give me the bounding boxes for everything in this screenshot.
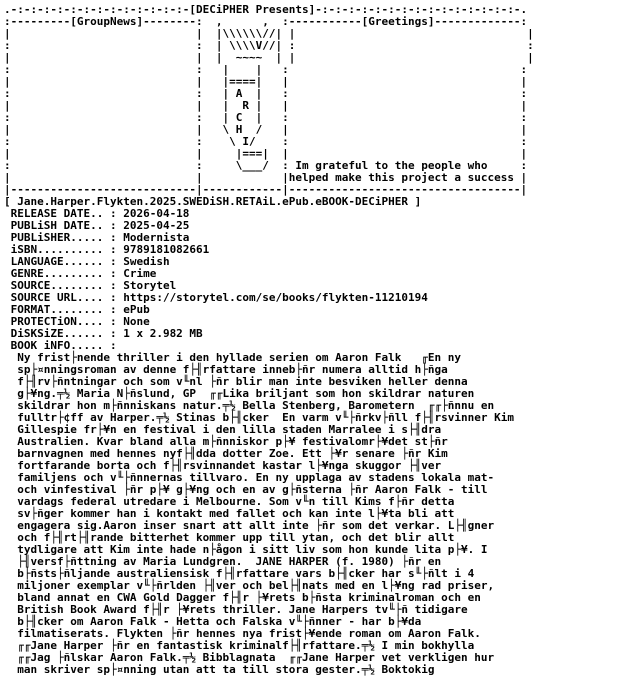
header-line: | | |===| | | [4, 147, 528, 160]
book-info-line: Australien. Kvar bland alla m├ñnniskor p├¥ festivalomr├¥det st├ñr [4, 435, 448, 448]
info-line-disksize: DiSKSiZE...... : 1 x 2.982 MB [4, 327, 203, 340]
header-line: : : | A | : : [4, 87, 528, 100]
book-info-line: ├╢versf├ñttning av Maria Lundgren. JANE HARPER (f. 1980) ├ñr en [4, 555, 442, 568]
info-line-isbn: iSBN.......... : 9789181082661 [4, 243, 210, 256]
book-info-line: bland annat en CWA Gold Dagger f├╢r ├¥rets b├ñsta kriminalroman och en [4, 591, 481, 604]
header-line: | | | R | | | [4, 99, 528, 112]
info-line-source: SOURCE........ : Storytel [4, 279, 177, 292]
book-info-line: familjens och v╙├ñnnernas tillvaro. En ny upplaga av stadens lokala mat- [4, 471, 495, 484]
header-line: | | | ~~~~ | | | [4, 51, 534, 64]
info-line-book-info: BOOK iNFO..... : [4, 339, 117, 352]
header-line: :---------[GroupNews]--------: , , :-----------[Greetings]-------------: [4, 15, 528, 28]
header-line: : : | \\\\V//| : : [4, 39, 534, 52]
info-line-release-date: RELEASE DATE.. : 2026-04-18 [4, 207, 190, 220]
book-info-line: ╓╓Jag ├ñlskar Aaron Falk.╤½ Bibblagnata ╓╓Jane Harper vet verkligen hur [4, 651, 495, 664]
book-info-line: barnvagnen med hennes nyf├╢dda dotter Zoe. Ett ├¥r senare ├ñr Kim [4, 447, 448, 460]
header-line: | | |helped make this project a success | [4, 171, 528, 184]
header-line: | | |\\\\\\//| | | [4, 27, 534, 40]
book-info-line: sv├ñger kommer han i kontakt med fallet och kan inte l├¥ta bli att [4, 507, 455, 520]
book-info-line: filmatiserats. Flykten ├ñr hennes nya frist├¥ende roman om Aaron Falk. [4, 627, 481, 640]
book-info-line: g├¥ng.╤½ Maria N├ñslund, GP ╓╓Lika briljant som hon skildrar naturen [4, 387, 475, 400]
info-line-format: FORMAT........ : ePub [4, 303, 150, 316]
info-line-language: LANGUAGE...... : Swedish [4, 255, 170, 268]
book-info-line: engagera sig.Aaron inser snart att allt inte ├ñr som det verkar. L├╢gner [4, 519, 495, 532]
book-info-line: och f├╢rt├╢rande bitterhet kommer upp till ytan, och det blir allt [4, 531, 455, 544]
header-line: | | |====| | | [4, 75, 528, 88]
book-info-line: fulltr├¢ff av Harper.╤½ Stinas b├╢cker En varm v╙├ñrkv├ñll f├╢rsvinner Kim [4, 411, 514, 424]
book-info-line: och vinfestival ├ñr p├¥ g├¥ng och en av g├ñsterna ├ñr Aaron Falk - till [4, 483, 488, 496]
header-line: : : | C | : : [4, 111, 528, 124]
header-line: .-:-:-:-:-:-:-:-:-:-:-:-:-:-[DECiPHER Presents]-:-:-:-:-:-:-:-:-:-:-:-:-:-:-:-. [4, 3, 528, 16]
info-line-publish-date: PUBLiSH DATE.. : 2025-04-25 [4, 219, 190, 232]
book-info-line: Gillespie fr├¥n en festival i den lilla staden Marralee i s├╢dra [4, 423, 442, 436]
header-line: : : | | : : [4, 63, 528, 76]
book-info-line: fortfarande borta och f├╢rsvinnandet kastar l├¥nga skuggor ├╢ver [4, 459, 442, 472]
header-line: |----------------------------|------------|-----------------------------------| [4, 183, 528, 196]
book-info-line: skildrar hon m├ñnniskans natur.╤½ Bella Stenberg, Barometern ╓╓├ñnnu en [4, 399, 495, 412]
info-line-protection: PROTECTiON.... : None [4, 315, 150, 328]
book-info-line: British Book Award f├╢r ├¥rets thriller. Jane Harpers tv╙├ñ tidigare [4, 603, 468, 616]
book-info-line: man skriver sp├¤nning utan att ta till stora gester.╤½ Boktokig [4, 663, 435, 676]
book-info-line: sp├¤nningsroman av denne f├╢rfattare inneb├ñr numera alltid h├ñga [4, 363, 448, 376]
header-line: | | \ H / | | [4, 123, 528, 136]
header-line: : : \ I/ : : [4, 135, 528, 148]
book-info-line: Ny frist├nende thriller i den hyllade serien om Aaron Falk ╓En ny [4, 351, 461, 364]
book-info-line: vardags federal utredare i Melbourne. Som v╙n till Kims f├ñr detta [4, 495, 455, 508]
info-line-publisher: PUBLiSHER..... : Modernista [4, 231, 190, 244]
book-info-line: b├╢cker om Aaron Falk - Hetta och Falska v╙├ñnner - har b├¥da [4, 615, 422, 628]
book-info-line: miljoner exemplar v╙├ñrlden ├╢ver och bel├╢nats med en l├¥ng rad priser, [4, 579, 495, 592]
book-info-line: b├ñsts├ñljande australiensisk f├╢rfattare vars b├╢cker har s╙├ñlt i 4 [4, 567, 475, 580]
book-info-line: ╓╓Jane Harper ├ñr en fantastisk kriminalf├╢rfattare.╤½ I min bokhylla [4, 639, 475, 652]
release-title: [ Jane.Harper.Flykten.2025.SWEDiSH.RETAiL.ePub.eBOOK-DECiPHER ] [4, 195, 422, 208]
book-info-line: f├╢rv├ñntningar och som v╙nl ├ñr blir man inte besviken heller denna [4, 375, 468, 388]
info-line-genre: GENRE......... : Crime [4, 267, 157, 280]
book-info-line: tydligare att Kim inte hade n├ågon i sitt liv som hon kunde lita p├¥. I [4, 543, 488, 556]
header-line: : : \___/ : Im grateful to the people who : [4, 159, 528, 172]
info-line-source-url: SOURCE URL.... : https://storytel.com/se/books/flykten-11210194 [4, 291, 428, 304]
